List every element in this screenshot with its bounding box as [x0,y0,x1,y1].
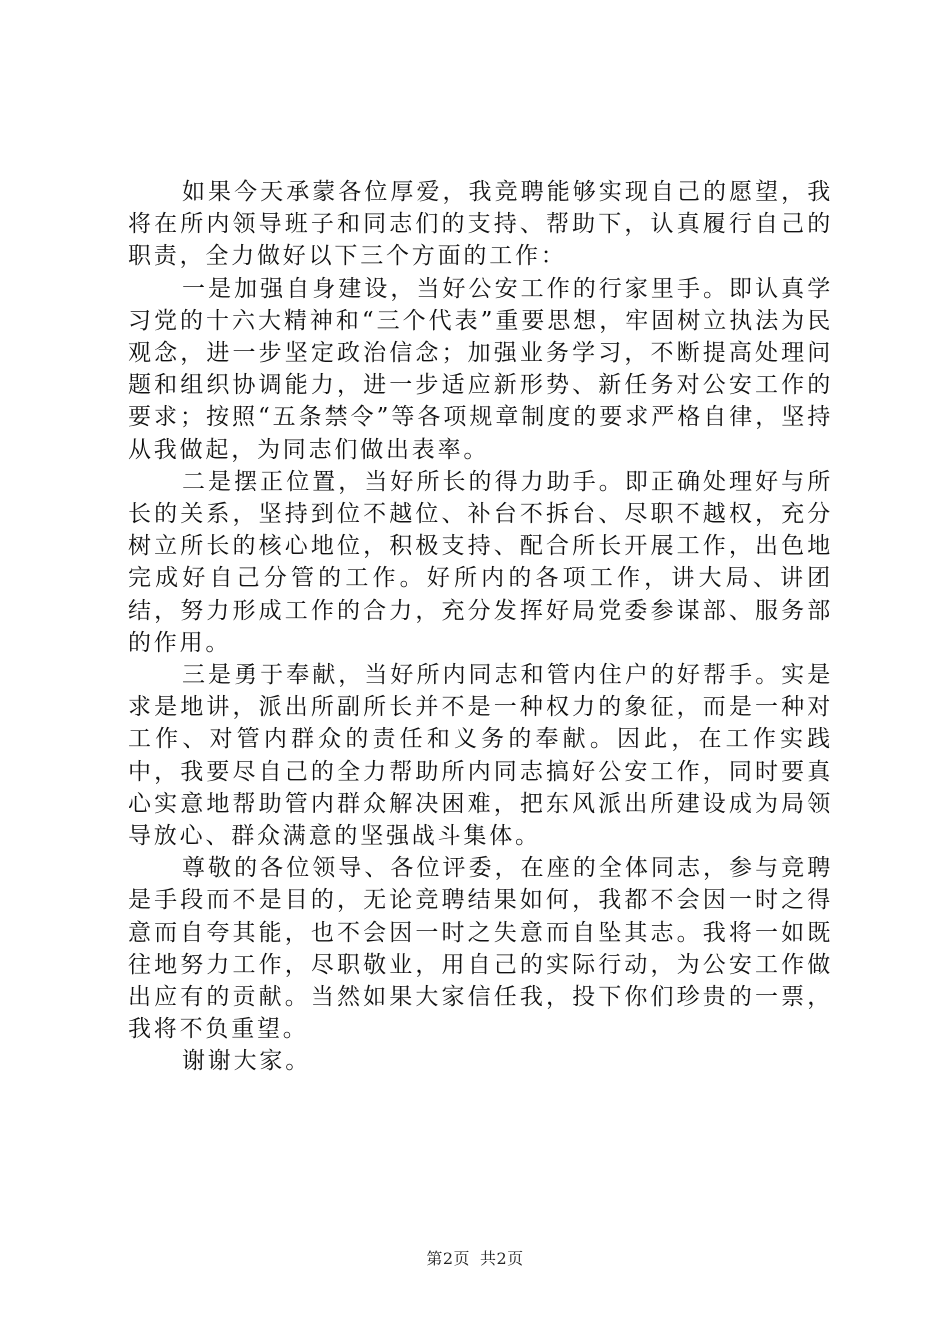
page-number-total: 共2页 [480,1249,524,1268]
paragraph-thanks: 谢谢大家。 [182,1048,311,1075]
paragraph-point-one: 一是加强自身建设，当好公安工作的行家里手。即认真学习党的十六大精神和“三个代表”重要思想，牢固树立执法为民观念，进一步坚定政治信念；加强业务学习，不断提高处理问题和组织协调能力，进一步适应新形势、新任务对公安工作的要求；按照“五条禁令”等各项规章制度的要求严格自律，坚持从我做起，为同志们做出表率。 [128,275,833,463]
paragraph-point-two: 二是摆正位置，当好所长的得力助手。即正确处理好与所长的关系，坚持到位不越位、补台不拆台、尽职不越权，充分树立所长的核心地位，积极支持、配合所长开展工作，出色地完成好自己分管的工作。好所内的各项工作，讲大局、讲团结，努力形成工作的合力，充分发挥好局党委参谋部、服务部的作用。 [128,468,833,656]
page-footer [0,1246,950,1269]
document-body [128,176,833,1078]
paragraph-intro: 如果今天承蒙各位厚爱，我竞聘能够实现自己的愿望，我将在所内领导班子和同志们的支持、帮助下，认真履行自己的职责，全力做好以下三个方面的工作： [128,179,833,270]
paragraph-point-three: 三是勇于奉献，当好所内同志和管内住户的好帮手。实是求是地讲，派出所副所长并不是一种权力的象征，而是一种对工作、对管内群众的责任和义务的奉献。因此，在工作实践中，我要尽自己的全力帮助所内同志搞好公安工作，同时要真心实意地帮助管内群众解决困难，把东风派出所建设成为局领导放心、群众满意的坚强战斗集体。 [128,662,833,850]
page-number-current: 第2页 [426,1249,470,1268]
paragraph-closing: 尊敬的各位领导、各位评委，在座的全体同志，参与竞聘是手段而不是目的，无论竞聘结果如何，我都不会因一时之得意而自夸其能，也不会因一时之失意而自坠其志。我将一如既往地努力工作，尽职敬业，用自己的实际行动，为公安工作做出应有的贡献。当然如果大家信任我，投下你们珍贵的一票，我将不负重望。 [128,855,833,1043]
